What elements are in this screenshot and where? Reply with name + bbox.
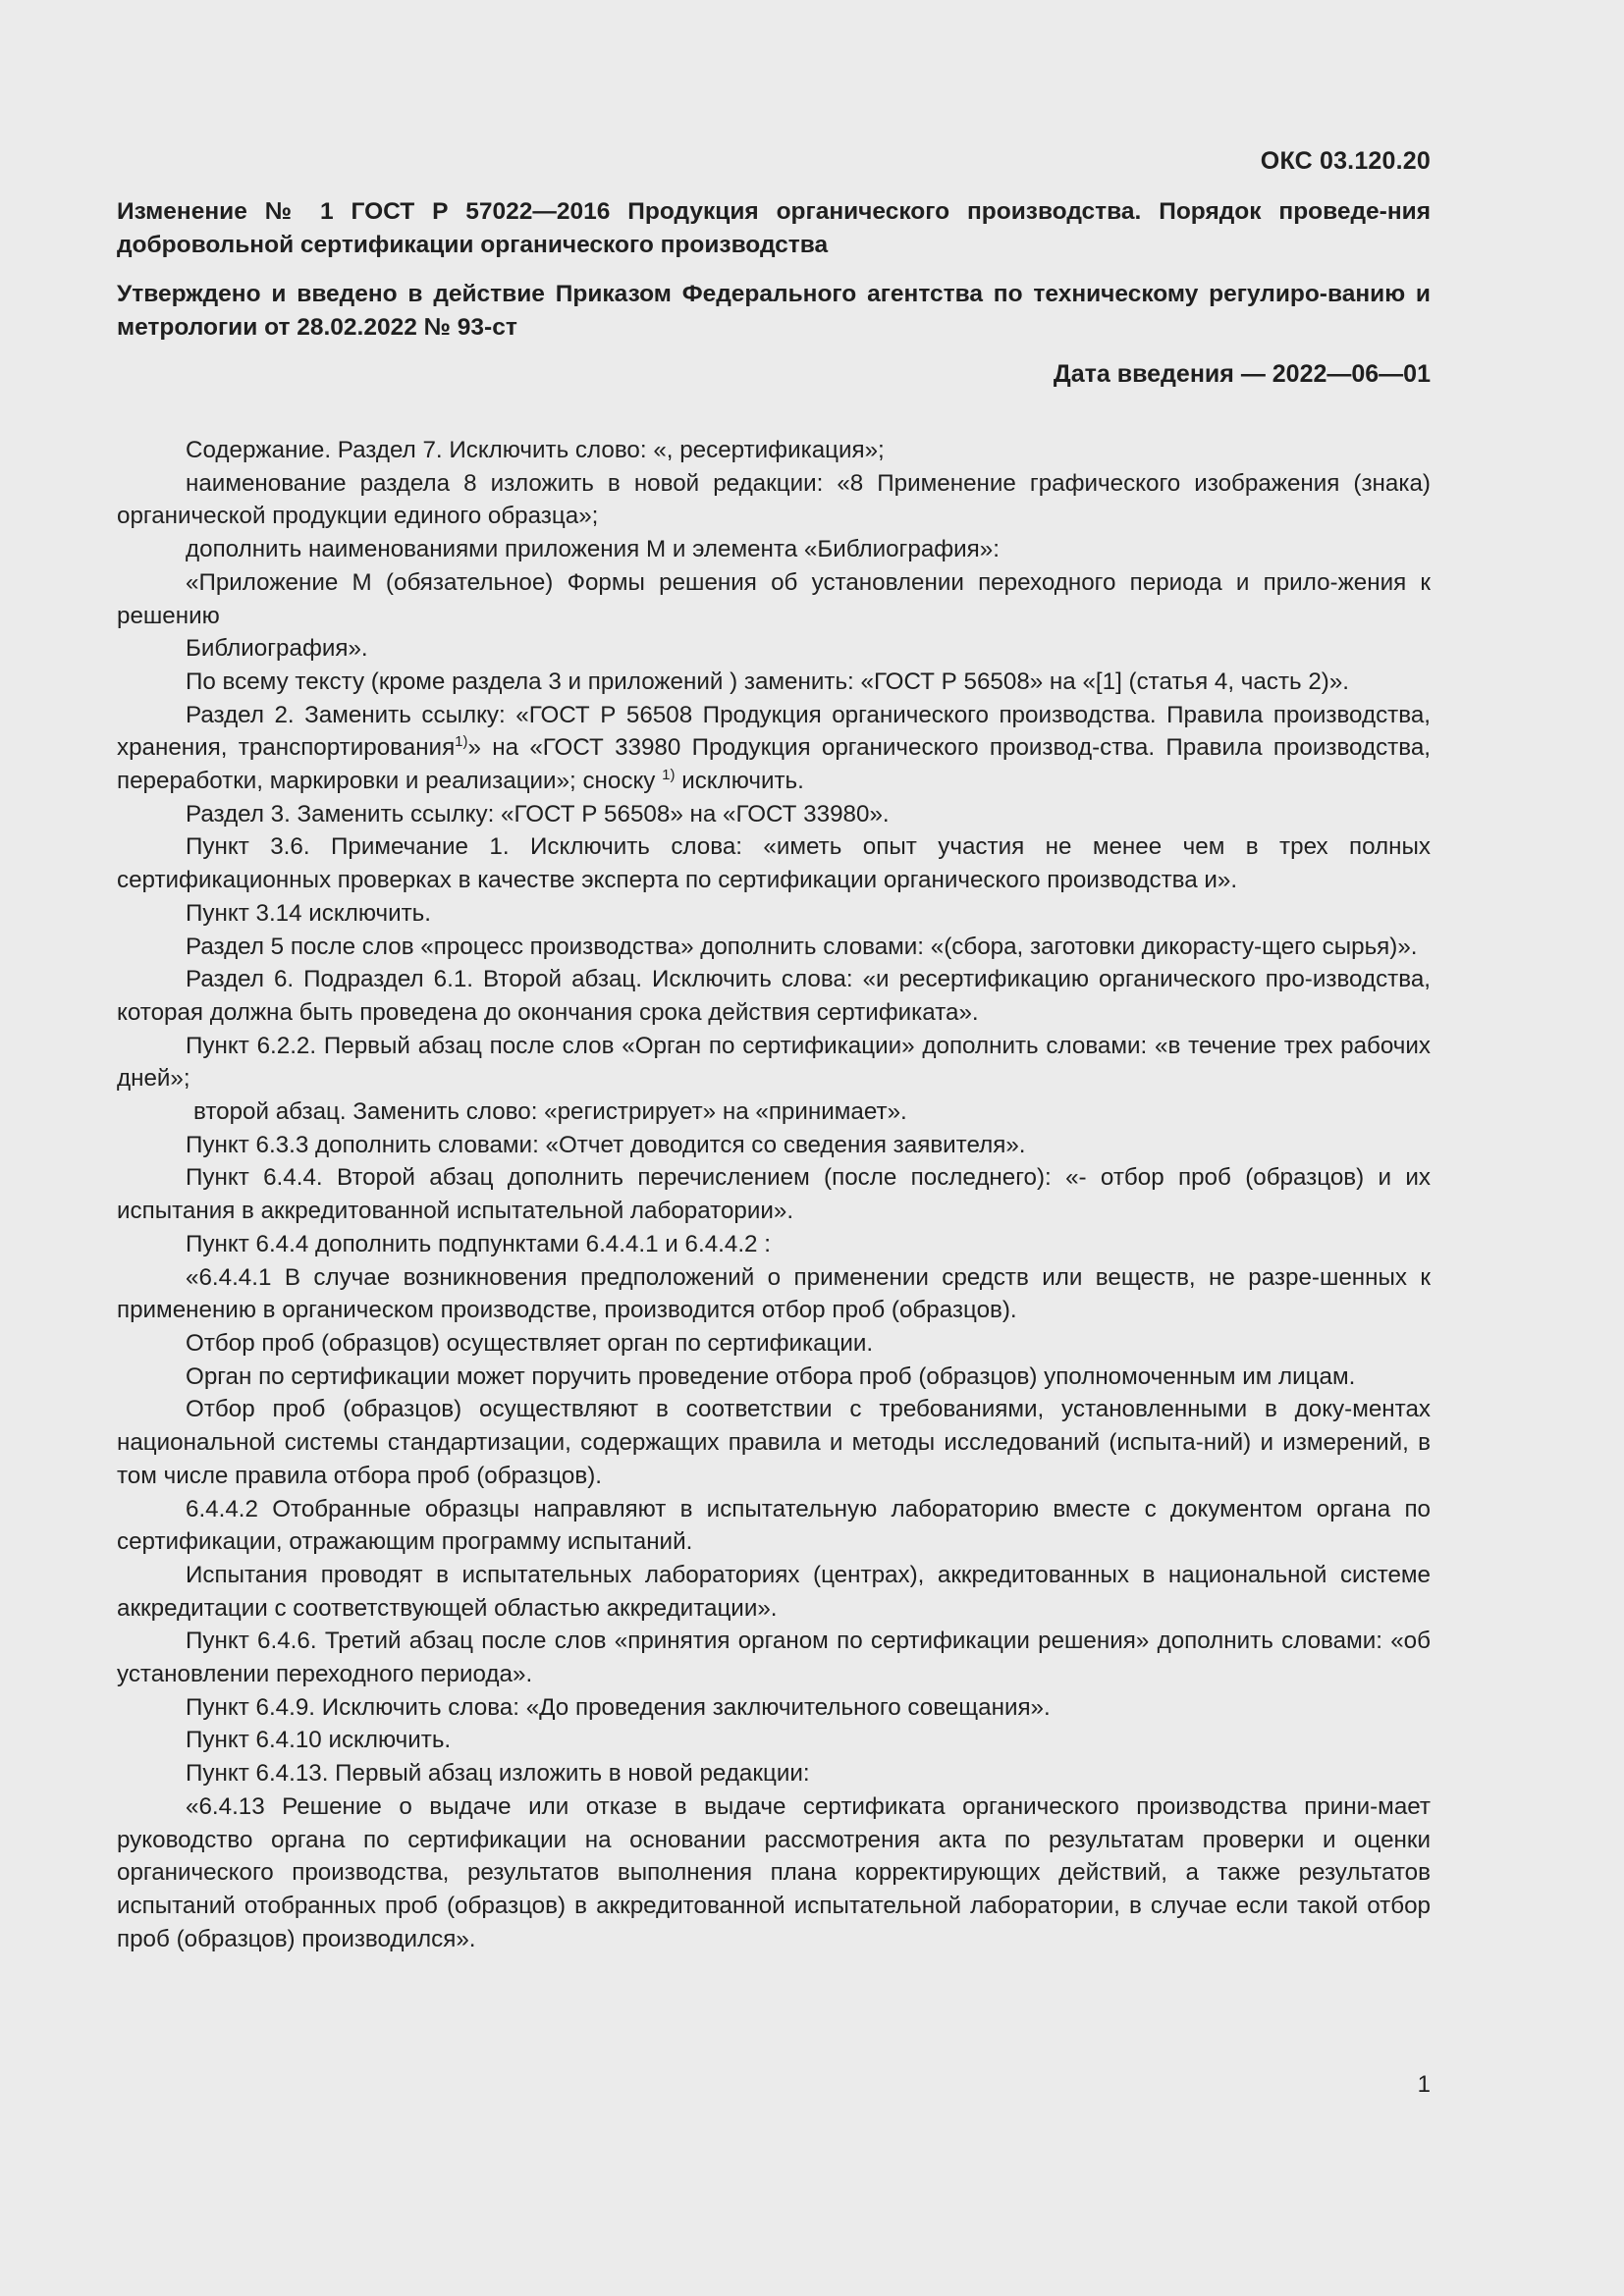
paragraph: «Приложение М (обязательное) Формы решения об установлении переходного периода и прило-жения к решению bbox=[117, 568, 1431, 629]
footnote-mark: 1) bbox=[455, 733, 468, 751]
paragraph: Пункт 6.4.4 дополнить подпунктами 6.4.4.1 и 6.4.4.2 : bbox=[186, 1230, 771, 1257]
paragraph: наименование раздела 8 изложить в новой редакции: «8 Применение графического изображения (знака) органической продукции единого образца»; bbox=[117, 469, 1431, 530]
paragraph: Отбор проб (образцов) осуществляет орган по сертификации. bbox=[186, 1329, 874, 1357]
paragraph: Пункт 6.4.9. Исключить слова: «До проведения заключительного совещания». bbox=[186, 1693, 1051, 1721]
paragraph: Пункт 6.4.13. Первый абзац изложить в новой редакции: bbox=[186, 1760, 810, 1788]
paragraph: Раздел 5 после слов «процесс производства» дополнить словами: «(сбора, заготовки дикорасту-щего сырья)». bbox=[186, 933, 1418, 960]
paragraph-text: Раздел 2. Заменить ссылку: «ГОСТ Р 56508 Продукция органического производства. Правила производства, хранения, транспортирования bbox=[117, 701, 1431, 762]
paragraph: Орган по сертификации может поручить проведение отбора проб (образцов) уполномоченным им лицам. bbox=[186, 1362, 1356, 1390]
paragraph-text: исключить. bbox=[675, 768, 804, 795]
paragraph bbox=[117, 699, 1431, 798]
paragraph: Пункт 3.14 исключить. bbox=[186, 899, 431, 927]
paragraph: «6.4.4.1 В случае возникновения предположений о применении средств или веществ, не разре-шенных к применению в органическом производстве, производится отбор проб (образцов). bbox=[117, 1263, 1431, 1324]
paragraph: Пункт 3.6. Примечание 1. Исключить слова: «иметь опыт участия не менее чем в трех полных сертификационных проверках в качестве эксперта по сертификации органического производства и». bbox=[117, 833, 1431, 894]
paragraph: второй абзац. Заменить слово: «регистрирует» на «принимает». bbox=[193, 1098, 907, 1126]
paragraph: Отбор проб (образцов) осуществляют в соответствии с требованиями, установленными в доку-ментах национальной системы стандартизации, содержащих правила и методы исследований (испыта-ний) и измерений, в том числе правила отбора проб (образцов). bbox=[117, 1396, 1431, 1489]
amendment-title: Изменение № 1 ГОСТ Р 57022—2016 Продукция органического производства. Порядок проведе-ния добровольной сертификации органического производства bbox=[117, 198, 1431, 258]
paragraph: По всему тексту (кроме раздела 3 и приложений ) заменить: «ГОСТ Р 56508» на «[1] (статья 4, часть 2)». bbox=[186, 667, 1350, 695]
approval-statement: Утверждено и введено в действие Приказом Федерального агентства по техническому регулиро-ванию и метрологии от 28.02.2022 № 93-ст bbox=[117, 281, 1431, 341]
paragraph: 6.4.4.2 Отобранные образцы направляют в испытательную лабораторию вместе с документом органа по сертификации, отражающим программу испытаний. bbox=[117, 1495, 1431, 1556]
paragraph: Пункт 6.4.10 исключить. bbox=[186, 1727, 452, 1754]
paragraph: Раздел 3. Заменить ссылку: «ГОСТ Р 56508» на «ГОСТ 33980». bbox=[186, 800, 890, 828]
paragraph: Пункт 6.4.6. Третий абзац после слов «принятия органом по сертификации решения» дополнить словами: «об установлении переходного периода». bbox=[117, 1628, 1431, 1688]
paragraph: Испытания проводят в испытательных лабораториях (центрах), аккредитованных в национальной системе аккредитации с соответствующей областью аккредитации». bbox=[117, 1561, 1431, 1622]
paragraph: Пункт 6.2.2. Первый абзац после слов «Орган по сертификации» дополнить словами: «в течение трех рабочих дней»; bbox=[117, 1032, 1431, 1093]
document-page bbox=[117, 0, 1431, 2296]
paragraph: Содержание. Раздел 7. Исключить слово: «, ресертификация»; bbox=[186, 437, 885, 463]
paragraph: Пункт 6.4.4. Второй абзац дополнить перечислением (после последнего): «- отбор проб (образцов) и их испытания в аккредитованной испытательной лаборатории». bbox=[117, 1164, 1431, 1225]
paragraph: Библиография». bbox=[186, 635, 368, 663]
paragraph: «6.4.13 Решение о выдаче или отказе в выдаче сертификата органического производства прини-мает руководство органа по сертификации на основании рассмотрения акта по результатам проверки и оценки органического производства, результатов выполнения плана корректирующих действий, а также результатов испытаний отобранных проб (образцов) в аккредитованной испытательной лаборатории, в случае если такой отбор проб (образцов) производился». bbox=[117, 1792, 1431, 1952]
document-body bbox=[117, 434, 1431, 1955]
page-number: 1 bbox=[1417, 2071, 1431, 2098]
paragraph-text: » на «ГОСТ 33980 Продукция органического производ-ства. Правила производства, переработки, маркировки и реализации»; сноску bbox=[117, 734, 1431, 795]
paragraph: Пункт 6.3.3 дополнить словами: «Отчет доводится со сведения заявителя». bbox=[186, 1131, 1026, 1158]
effective-date: Дата введения — 2022—06—01 bbox=[1053, 360, 1431, 388]
paragraph: дополнить наименованиями приложения М и элемента «Библиография»: bbox=[186, 536, 1000, 563]
classification-code: ОКС 03.120.20 bbox=[1260, 147, 1431, 175]
footnote-mark: 1) bbox=[662, 767, 676, 784]
paragraph: Раздел 6. Подраздел 6.1. Второй абзац. Исключить слова: «и ресертификацию органического про-изводства, которая должна быть проведена до окончания срока действия сертификата». bbox=[117, 966, 1431, 1026]
